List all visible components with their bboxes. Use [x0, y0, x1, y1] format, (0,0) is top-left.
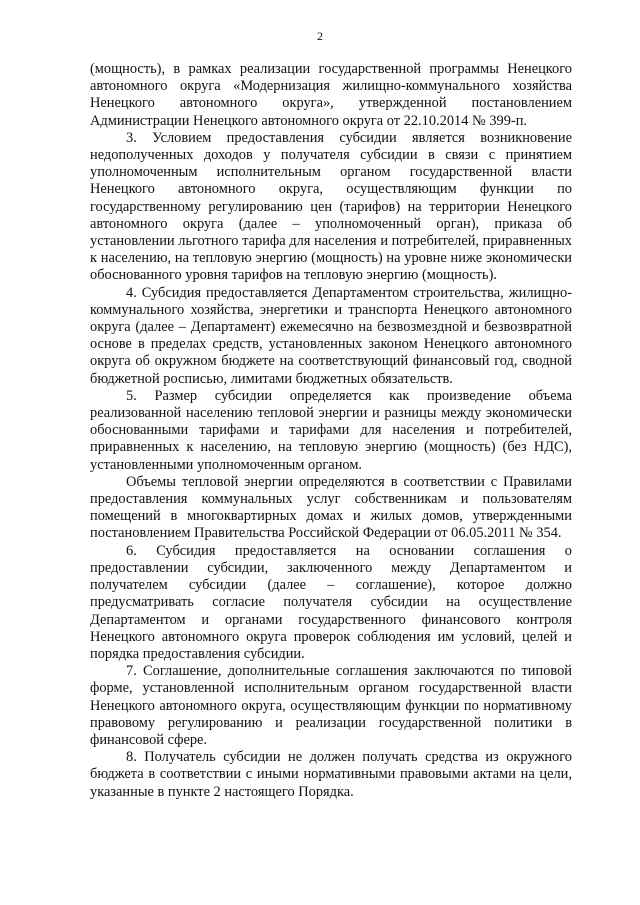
paragraph-item-8: 8. Получатель субсидии не должен получать средства из окружного бюджета в соответствии с иными нормативными правовыми актами на цели, указанные в пункте 2 настоящего Порядка. [90, 749, 572, 800]
paragraph-item-3: 3. Условием предоставления субсидии является возникновение недополученных доходов у получателя субсидии в связи с принятием уполномоченным исполнительным органом государственной власти Ненецкого автономного округа, осуществляющим функции по государственному регулированию цен (тарифов) на территории Ненецкого автономного округа (далее – уполномоченный орган), приказа об установлении льготного тарифа для населения и потребителей, приравненных к населению, на тепловую энергию (мощность) на уровне ниже экономически обоснованного уровня тарифов на тепловую энергию (мощность). [90, 129, 572, 284]
paragraph-item-7: 7. Соглашение, дополнительные соглашения заключаются по типовой форме, установленной исполнительным органом государственной власти Ненецкого автономного округа, осуществляющим функции по нормативному правовому регулированию и реализации государственной политики в финансовой сфере. [90, 663, 572, 748]
paragraph-item-6: 6. Субсидия предоставляется на основании соглашения о предоставлении субсидии, заключенного между Департаментом и получателем субсидии (далее – соглашение), которое должно предусматривать согласие получателя субсидии на осуществление Департаментом и органами государственного финансового контроля Ненецкого автономного округа проверок соблюдения им условий, целей и порядка предоставления субсидии. [90, 542, 572, 662]
paragraph-item-4: 4. Субсидия предоставляется Департаментом строительства, жилищно-коммунального хозяйства, энергетики и транспорта Ненецкого автономного округа (далее – Департамент) ежемесячно на безвозмездной и безвозвратной основе в пределах средств, установленных законом Ненецкого автономного округа об окружном бюджете на соответствующий финансовый год, сводной бюджетной росписью, лимитами бюджетных обязательств. [90, 284, 572, 387]
paragraph-item-5: 5. Размер субсидии определяется как произведение объема реализованной населению тепловой энергии и разницы между экономически обоснованными тарифами и тарифами для населения и потребителей, приравненных к населению, на тепловую энергию (мощность) (без НДС), установленными уполномоченным органом. [90, 387, 572, 473]
paragraph-continuation: (мощность), в рамках реализации государственной программы Ненецкого автономного округа «Модернизация жилищно-коммунального хозяйства Ненецкого автономного округа», утвержденной постановлением Администрации Ненецкого автономного округа от 22.10.2014 № 399-п. [90, 61, 572, 129]
page-number: 2 [317, 29, 323, 43]
document-body [90, 61, 572, 801]
paragraph-heat-volumes: Объемы тепловой энергии определяются в соответствии с Правилами предоставления коммунальных услуг собственникам и пользователям помещений в многоквартирных домах и жилых домов, утвержденными постановлением Правительства Российской Федерации от 06.05.2011 № 354. [90, 473, 572, 542]
